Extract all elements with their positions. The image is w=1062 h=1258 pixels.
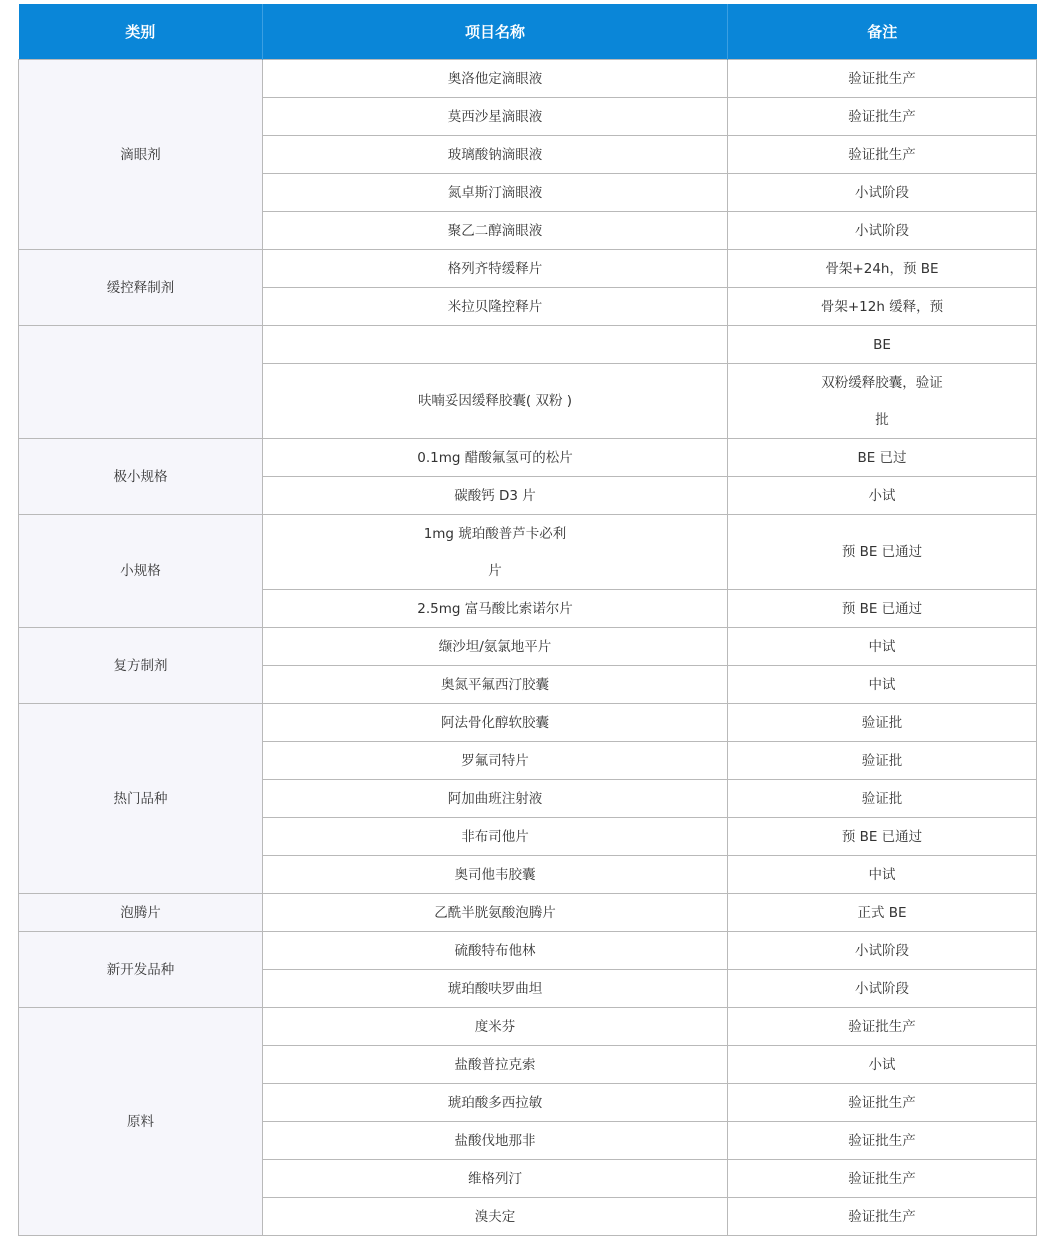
header-category: 类别 [19, 4, 263, 60]
remark-cell: BE 已过 [728, 439, 1037, 477]
remark-cell: 小试 [728, 477, 1037, 515]
remark-cell: 骨架+12h 缓释，预 [728, 288, 1037, 326]
table-header-row [19, 4, 1037, 60]
name-cell: 米拉贝隆控释片 [263, 288, 728, 326]
remark-cell: 验证批生产 [728, 1008, 1037, 1046]
name-cell: 碳酸钙 D3 片 [263, 477, 728, 515]
name-cell: 盐酸普拉克索 [263, 1046, 728, 1084]
name-cell: 缬沙坦/氨氯地平片 [263, 628, 728, 666]
name-cell [263, 515, 728, 590]
table-row [19, 515, 1037, 590]
name-cell: 氮卓斯汀滴眼液 [263, 174, 728, 212]
remark-cell: 验证批生产 [728, 60, 1037, 98]
product-table [18, 4, 1037, 1236]
name-cell: 2.5mg 富马酸比索诺尔片 [263, 590, 728, 628]
name-cell: 硫酸特布他林 [263, 932, 728, 970]
name-cell: 溴夫定 [263, 1198, 728, 1236]
table-row [19, 250, 1037, 288]
name-cell: 奥氮平氟西汀胶囊 [263, 666, 728, 704]
remark-cell-line1: 双粉缓释胶囊，验证 [728, 364, 1037, 402]
remark-cell: 验证批 [728, 742, 1037, 780]
name-cell: 格列齐特缓释片 [263, 250, 728, 288]
remark-cell: 验证批生产 [728, 136, 1037, 174]
name-cell: 罗氟司特片 [263, 742, 728, 780]
remark-cell: 验证批生产 [728, 1160, 1037, 1198]
header-name: 项目名称 [263, 4, 728, 60]
name-cell: 阿加曲班注射液 [263, 780, 728, 818]
category-cell: 复方制剂 [19, 628, 263, 704]
remark-cell: 小试 [728, 1046, 1037, 1084]
name-cell: 乙酰半胱氨酸泡腾片 [263, 894, 728, 932]
category-cell: 泡腾片 [19, 894, 263, 932]
remark-cell: 验证批生产 [728, 1198, 1037, 1236]
name-line1: 1mg 琥珀酸普芦卡必利 [423, 526, 567, 542]
category-cell: 滴眼剂 [19, 60, 263, 250]
name-cell: 玻璃酸钠滴眼液 [263, 136, 728, 174]
name-cell: 0.1mg 醋酸氟氢可的松片 [263, 439, 728, 477]
name-cell: 盐酸伐地那非 [263, 1122, 728, 1160]
remark-cell: 验证批 [728, 704, 1037, 742]
remark-cell: 小试阶段 [728, 932, 1037, 970]
table-row [19, 1008, 1037, 1046]
table-row [19, 932, 1037, 970]
name-cell: 琥珀酸呋罗曲坦 [263, 970, 728, 1008]
category-cell: 小规格 [19, 515, 263, 628]
name-cell: 奥司他韦胶囊 [263, 856, 728, 894]
table-row [19, 439, 1037, 477]
category-cell: 缓控释制剂 [19, 250, 263, 326]
category-cell: 原料 [19, 1008, 263, 1236]
remark-cell: 预 BE 已通过 [728, 818, 1037, 856]
name-cell: 非布司他片 [263, 818, 728, 856]
remark-cell: 验证批 [728, 780, 1037, 818]
name-cell: 维格列汀 [263, 1160, 728, 1198]
remark-cell: 验证批生产 [728, 1084, 1037, 1122]
name-cell [263, 326, 728, 364]
header-remark: 备注 [728, 4, 1037, 60]
category-cell: 热门品种 [19, 704, 263, 894]
category-cell: 极小规格 [19, 439, 263, 515]
table-row [19, 894, 1037, 932]
name-cell: 聚乙二醇滴眼液 [263, 212, 728, 250]
remark-cell: 中试 [728, 856, 1037, 894]
remark-cell: 骨架+24h，预 BE [728, 250, 1037, 288]
remark-cell: 小试阶段 [728, 174, 1037, 212]
table-row [19, 326, 1037, 364]
name-cell: 琥珀酸多西拉敏 [263, 1084, 728, 1122]
remark-cell: 中试 [728, 666, 1037, 704]
remark-cell: 小试阶段 [728, 970, 1037, 1008]
remark-cell: 中试 [728, 628, 1037, 666]
name-cell: 阿法骨化醇软胶囊 [263, 704, 728, 742]
remark-cell: 预 BE 已通过 [728, 515, 1037, 590]
remark-cell: BE [728, 326, 1037, 364]
remark-cell: 验证批生产 [728, 98, 1037, 136]
remark-cell: 预 BE 已通过 [728, 590, 1037, 628]
name-cell: 奥洛他定滴眼液 [263, 60, 728, 98]
category-cell: 新开发品种 [19, 932, 263, 1008]
name-line2: 片 [488, 563, 502, 579]
name-cell: 呋喃妥因缓释胶囊( 双粉 ) [263, 364, 728, 439]
name-cell: 度米芬 [263, 1008, 728, 1046]
table-row [19, 628, 1037, 666]
name-cell: 莫西沙星滴眼液 [263, 98, 728, 136]
table-row [19, 704, 1037, 742]
remark-cell-line2: 批 [728, 401, 1037, 439]
category-cell [19, 326, 263, 439]
remark-cell: 正式 BE [728, 894, 1037, 932]
remark-cell: 验证批生产 [728, 1122, 1037, 1160]
table-row [19, 60, 1037, 98]
remark-cell: 小试阶段 [728, 212, 1037, 250]
